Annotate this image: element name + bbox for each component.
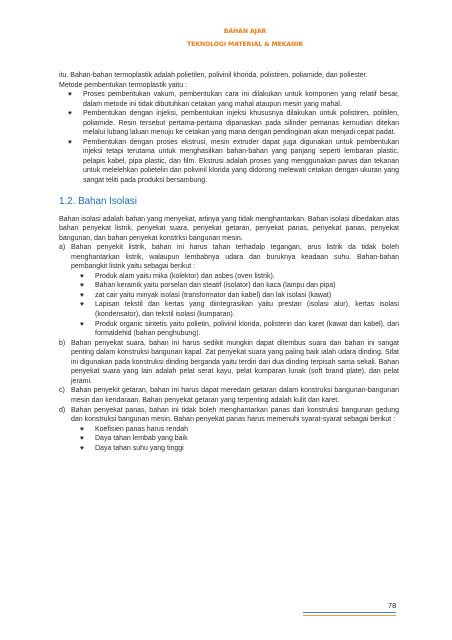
list-item — [71, 300, 399, 319]
page-number: 78 — [388, 601, 397, 610]
list-item-text: Bahan keramik yaitu porselan dan steatif (isolator) dan kaca (lampu dan pipa) — [95, 282, 336, 290]
item-bullet-list — [71, 425, 399, 454]
list-item — [71, 272, 399, 282]
lettered-list — [59, 243, 399, 453]
item-text: Bahan penyekat panas, bahan ini tidak boleh menghantarkan panas dari konstruksi bangunan gedung dan konstruksi bangunan mesin. Bahan penyekat panas harus memenuhi syarat-syarat sebagai berikut : — [71, 406, 399, 424]
page-header — [0, 28, 452, 48]
list-item — [59, 109, 399, 138]
item-bullet-list — [71, 272, 399, 339]
intro-bullet-list — [59, 90, 399, 185]
heart-bullet-icon: ♥ — [80, 435, 84, 443]
list-item — [71, 281, 399, 291]
intro-methods-heading: Metode pembentukan termoplastik yaitu : — [59, 81, 188, 89]
lettered-item-d — [59, 406, 399, 454]
list-item-text: Daya tahan lembab yang baik — [95, 435, 188, 443]
list-item — [59, 138, 399, 186]
heart-bullet-icon: ♥ — [80, 272, 84, 280]
section-heading: 1.2. Bahan Isolasi — [59, 195, 137, 207]
footer-divider-blue — [303, 612, 396, 613]
heart-bullet-icon: ♥ — [68, 110, 72, 118]
heart-bullet-icon: ♥ — [80, 301, 84, 309]
list-item — [71, 444, 399, 454]
heart-bullet-icon: ♥ — [80, 425, 84, 433]
heart-bullet-icon: ♥ — [80, 282, 84, 290]
item-text: Bahan penyekit getaran, bahan ini harus dapat meredam getaran dalam konstruksi bangunan-bangunan mesin dan kendaraan. Bahan penyekat getaran yang terpenting adalah kulit dan karet. — [71, 387, 399, 404]
list-item — [71, 320, 399, 339]
list-item — [59, 90, 399, 109]
section-paragraph: Bahan isolasi adalah bahan yang menyekat, artinya yang tidak menghantarkan. Bahan isolasi dibedakan atas bahan penyekat listrik, penyekat suara, penyekat getaran, penyekat panas, penyekat panas, penyekat bangunan, dan bahan penyekat konstrksi bangunan mesin. — [59, 215, 399, 242]
list-item-text: Daya tahan suhu yang tinggi — [95, 444, 184, 452]
list-item — [71, 425, 399, 435]
item-text: Bahan penyekat suara, bahan ini harus sedikit mungkin dapat ditembus suara dan bahan ini sangat penting dalam konstruksi bangunan kapal. Zat penyekat suara yang paling baik ialah udara dinding. Sifat ini digunakan pada konstruksi dinding berganda yaitu terdiri dari dua dinding terpisah sama sekali. Bahan penyekat suara yang lain adalah pelat serat kayu, pelat kumparan lunak (soft brand plate), dan pelat jerami. — [71, 339, 399, 385]
heart-bullet-icon: ♥ — [80, 444, 84, 452]
header-title: BAHAN AJAR — [223, 28, 267, 35]
heart-bullet-icon: ♥ — [68, 138, 72, 146]
footer-divider-orange — [303, 615, 396, 616]
intro-paragraph: itu. Bahan-bahan termoplastik adalah polietilen, polivinil khorida, polistiren, poliamide, dan poliester. — [59, 72, 368, 79]
item-marker: c) — [59, 387, 65, 395]
lettered-item-a — [59, 243, 399, 338]
list-item-text: Lapisan tekstil dan kertas yang diintegrasikan yaitu prestan (isolasi alur), kertas isolasi (kondensator), dan tekstil isolasi (kumparan). — [95, 301, 399, 319]
list-item-text: Produk organic sintetis yaitu polietin, polivinil klorida, polisterin dan karet (kawat dan kabel), dan formaldehid (bahan penghubung). — [95, 320, 399, 338]
list-item — [71, 434, 399, 444]
lettered-item-c — [59, 386, 399, 405]
item-marker: a) — [59, 244, 66, 252]
heart-bullet-icon: ♥ — [80, 320, 84, 328]
list-item-text: Pembentukan dengan proses ekstrusi, mesin extruder dapat juga digunakan untuk pembentukan injeksi tetapi terutama untuk menghasilkan bahan-bahan yang panjang seperti lembaran plastic, pelapis kabel, pipa plastic, dan film. Ekstrusi adalah proses yang menggunakan panas dan tekanan untuk melelehkan polietelin dan polivinil klorida yang didorong melewati cetakan dengan ukuran yang sangat teliti pada produksi bersambung. — [83, 138, 399, 185]
item-marker: b) — [59, 339, 66, 347]
heart-bullet-icon: ♥ — [68, 91, 72, 99]
item-marker: d) — [59, 406, 66, 414]
list-item-text: Koefisien panas harus rendah — [95, 425, 189, 433]
list-item-text: Pembentukan dengan injeksi, pembentukan injeksi khususnya dilakukan untuk polistiren, politilen, poliamide. Resin tersebut pertama-pertama dipanaskan pada silinder pemanas kemudian ditekan melalui lubang laluan menuju ke cetakan yang mana dengan pendinginan akan menjadi cepat padat. — [83, 110, 399, 137]
header-subtitle: TEKNOLOGI MATERIAL & MEKANIK — [186, 41, 304, 48]
heart-bullet-icon: ♥ — [80, 291, 84, 299]
item-text: Bahan penyekit listrik, bahan ini harus tahan terhadalp tegangan, arus listrik da tidak boleh menghantarkan listrik, walaupun lembabnya udara dan buruknya keadaan suhu. Bahan-bahan pembangkit listrik yaitu sebagai berikut : — [71, 244, 399, 271]
list-item-text: Produk alam yaitu mika (kolektor) dan asbes (oven listrik). — [95, 272, 275, 280]
list-item-text: zat cair yaitu minyak isolasi (transformator dan kabel) dan lak isolasi (kawat) — [95, 291, 332, 299]
lettered-item-b — [59, 339, 399, 387]
list-item — [71, 291, 399, 301]
main-content — [59, 71, 399, 453]
list-item-text: Proses pembentukan vakum, pembentukan cara ini dilakukan untuk komponen yang relatif besar, dalam metode ini tidak dibutuhkan cetakan yang mahal ataupun mesin yang mahal. — [83, 91, 399, 108]
